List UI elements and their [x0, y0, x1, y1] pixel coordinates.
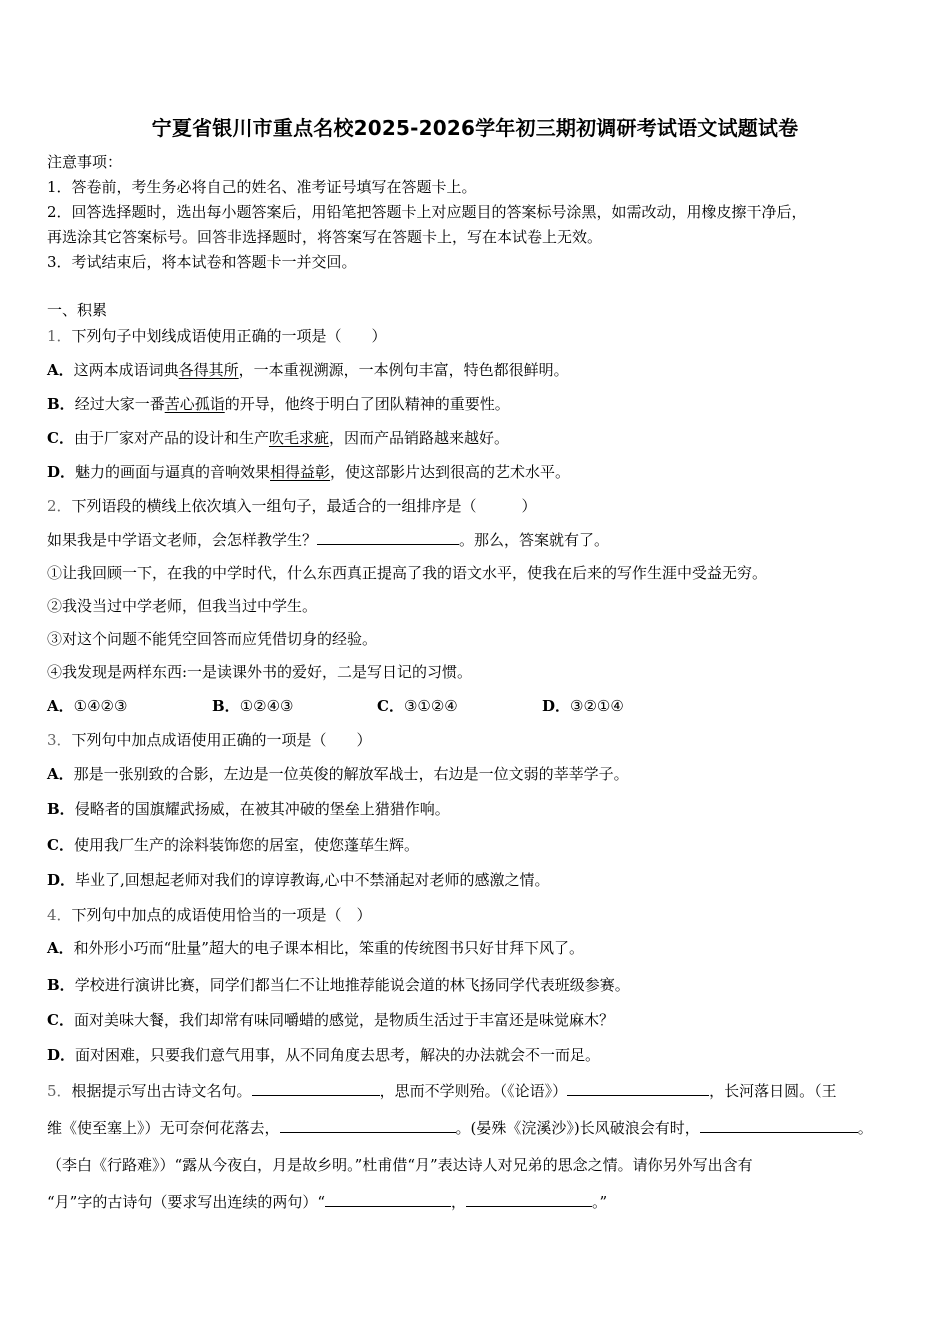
underlined-idiom: 苦心孤诣 [164, 395, 225, 413]
choice-b: B．①②④③ [212, 697, 294, 715]
question-text: 下列语段的横线上依次填入一组句子，最适合的一组排序是（ ） [71, 497, 537, 515]
option-label: D． [47, 463, 76, 481]
notice-item: 再选涂其它答案标号。回答非选择题时，将答案写在答题卡上，写在本试卷上无效。 [47, 228, 603, 246]
question-1-option-c: C．由于厂家对产品的设计和生产吹毛求疵，因而产品销路越来越好。 [47, 429, 509, 447]
underlined-idiom: 各得其所 [178, 361, 239, 379]
choice-c: C．③①②④ [377, 697, 458, 715]
question-1-option-d: D．魅力的画面与逼真的音响效果相得益彰，使这部影片达到很高的艺术水平。 [47, 463, 571, 481]
option-label: C． [47, 429, 74, 447]
page-title: 宁夏省银川市重点名校2025-2026学年初三期初调研考试语文试题试卷 [151, 116, 799, 140]
question-5-line: 维《使至塞上》）无可奈何花落去， 。(晏殊《浣溪沙》)长风破浪会有时， 。 [47, 1119, 873, 1137]
notice-heading: 注意事项： [47, 153, 123, 171]
answer-blank[interactable] [280, 1118, 456, 1133]
answer-blank[interactable] [325, 1192, 451, 1207]
choice-d: D．③②①④ [542, 697, 624, 715]
question-text: 下列句中加点成语使用正确的一项是（ ） [71, 731, 372, 749]
question-2-sentence: ④我发现是两样东西:一是读课外书的爱好，二是写日记的习惯。 [47, 663, 473, 681]
answer-blank[interactable] [466, 1192, 592, 1207]
notice-item: 3．考试结束后，将本试卷和答题卡一并交回。 [47, 253, 357, 271]
choice-a: A．①④②③ [47, 697, 128, 715]
question-5-line: “月”字的古诗句（要求写出连续的两句）“ ， 。” [47, 1193, 608, 1211]
answer-blank[interactable] [700, 1118, 858, 1133]
question-text: 下列句子中划线成语使用正确的一项是（ ） [71, 327, 387, 345]
question-5-line: 5．根据提示写出古诗文名句。 ，思而不学则殆。（《论语》） ，长河落日圆。（王 [47, 1082, 837, 1100]
question-4-stem [47, 905, 372, 925]
notice-item: 2．回答选择题时，选出每小题答案后，用铅笔把答题卡上对应题目的答案标号涂黑，如需改动，用橡皮擦干净后， [47, 203, 807, 221]
question-4-option-d: D．面对困难，只要我们意气用事，从不同角度去思考，解决的办法就会不一而足。 [47, 1046, 601, 1064]
question-1-option-b: B．经过大家一番苦心孤诣的开导，他终于明白了团队精神的重要性。 [47, 395, 510, 413]
section-heading: 一、积累 [47, 301, 108, 319]
answer-blank[interactable] [317, 530, 459, 545]
question-2-sentence: ③对这个问题不能凭空回答而应凭借切身的经验。 [47, 630, 378, 648]
question-2-sentence: ②我没当过中学老师，但我当过中学生。 [47, 597, 318, 615]
question-2-lead: 如果我是中学语文老师，会怎样教学生？ 。那么，答案就有了。 [47, 531, 610, 549]
question-2-sentence: ①让我回顾一下，在我的中学时代，什么东西真正提高了我的语文水平，使我在后来的写作生涯中受益无穷。 [47, 564, 768, 582]
option-label: A． [47, 361, 74, 379]
underlined-idiom: 相得益彰 [270, 463, 331, 481]
question-number: 2． [47, 497, 72, 515]
question-5-line: （李白《行路难》）“露从今夜白，月是故乡明。”杜甫借“月”表达诗人对兄弟的思念之情。请你另外写出含有 [47, 1156, 753, 1174]
question-4-option-b: B．学校进行演讲比赛，同学们都当仁不让地推荐能说会道的林飞扬同学代表班级参赛。 [47, 976, 630, 994]
question-1-option-a: A．这两本成语词典各得其所，一本重视溯源，一本例句丰富，特色都很鲜明。 [47, 361, 569, 379]
answer-blank[interactable] [567, 1081, 709, 1096]
question-number: 4． [47, 906, 72, 924]
option-label: B． [47, 395, 75, 413]
question-number: 1． [47, 327, 72, 345]
question-3-option-d: D．毕业了,回想起老师对我们的谆谆教诲,心中不禁涌起对老师的感激之情。 [47, 871, 550, 889]
question-3-option-a: A．那是一张别致的合影，左边是一位英俊的解放军战士，右边是一位文弱的莘莘学子。 [47, 765, 629, 783]
question-3-stem [47, 730, 372, 750]
answer-blank[interactable] [252, 1081, 380, 1096]
notice-item: 1．答卷前，考生务必将自己的姓名、准考证号填写在答题卡上。 [47, 178, 477, 196]
question-1-stem [47, 326, 387, 346]
question-2-options [47, 696, 707, 716]
question-number: 5． [47, 1082, 72, 1100]
question-text: 下列句中加点的成语使用恰当的一项是（ ） [71, 906, 372, 924]
question-3-option-b: B．侵略者的国旗耀武扬威，在被其冲破的堡垒上猎猎作响。 [47, 800, 450, 818]
question-2-stem [47, 496, 537, 516]
question-4-option-c: C．面对美味大餐，我们却常有味同嚼蜡的感觉，是物质生活过于丰富还是味觉麻木？ [47, 1011, 614, 1029]
question-3-option-c: C．使用我厂生产的涂料装饰您的居室，使您蓬荜生辉。 [47, 836, 419, 854]
question-4-option-a: A．和外形小巧而“肚量”超大的电子课本相比，笨重的传统图书只好甘拜下风了。 [47, 939, 584, 957]
question-number: 3． [47, 731, 72, 749]
underlined-idiom: 吹毛求疵 [268, 429, 329, 447]
